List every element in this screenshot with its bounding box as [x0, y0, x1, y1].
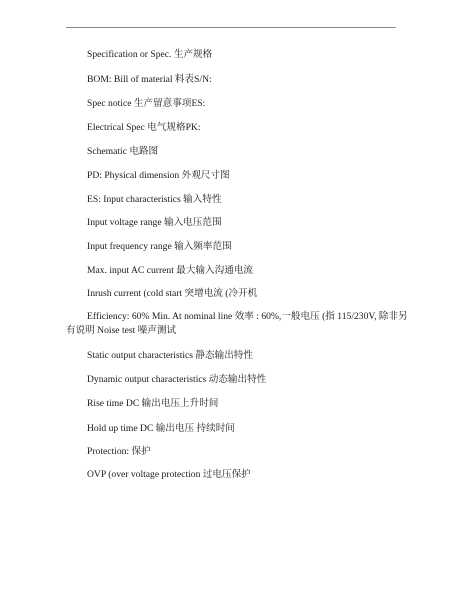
text-line-input-frequency: Input frequency range 输入频率范围 [87, 241, 232, 252]
text-line-dynamic-output: Dynamic output characteristics 动态输出特性 [87, 374, 267, 385]
header-rule [66, 27, 396, 28]
text-line-physical-dim: PD: Physical dimension 外观尺寸图 [87, 170, 230, 181]
text-line-hold-up-time: Hold up time DC 输出电压 持续时间 [87, 423, 235, 434]
text-line-spec-notice: Spec notice 生产留意事项ES: [87, 98, 206, 109]
text-line-efficiency: Efficiency: 60% Min. At nominal line 效率 : 60%,一般电压 (指 115/230V, 除非另 [87, 311, 408, 322]
text-line-bom: BOM: Bill of material 料表S/N: [87, 74, 212, 85]
text-line-ovp: OVP (over voltage protection 过电压保护 [87, 469, 251, 480]
text-line-input-voltage: Input voltage range 输入电压范围 [87, 217, 222, 228]
text-line-input-char: ES: Input characteristics 输入特性 [87, 194, 222, 205]
text-line-inrush-current: Inrush current (cold start 突增电流 (冷开机 [87, 288, 258, 299]
text-line-electrical-spec: Electrical Spec 电气规格PK: [87, 122, 201, 133]
text-line-schematic: Schematic 电路图 [87, 146, 159, 157]
text-line-noise-test: 有说明 Noise test 噪声测试 [66, 325, 177, 336]
text-line-static-output: Static output characteristics 静态输出特性 [87, 350, 253, 361]
text-line-protection: Protection: 保护 [87, 446, 151, 457]
text-line-spec: Specification or Spec. 生产规格 [87, 49, 213, 60]
text-line-max-input-ac: Max. input AC current 最大输入沟通电流 [87, 265, 254, 276]
text-line-rise-time: Rise time DC 输出电压上升时间 [87, 398, 219, 409]
